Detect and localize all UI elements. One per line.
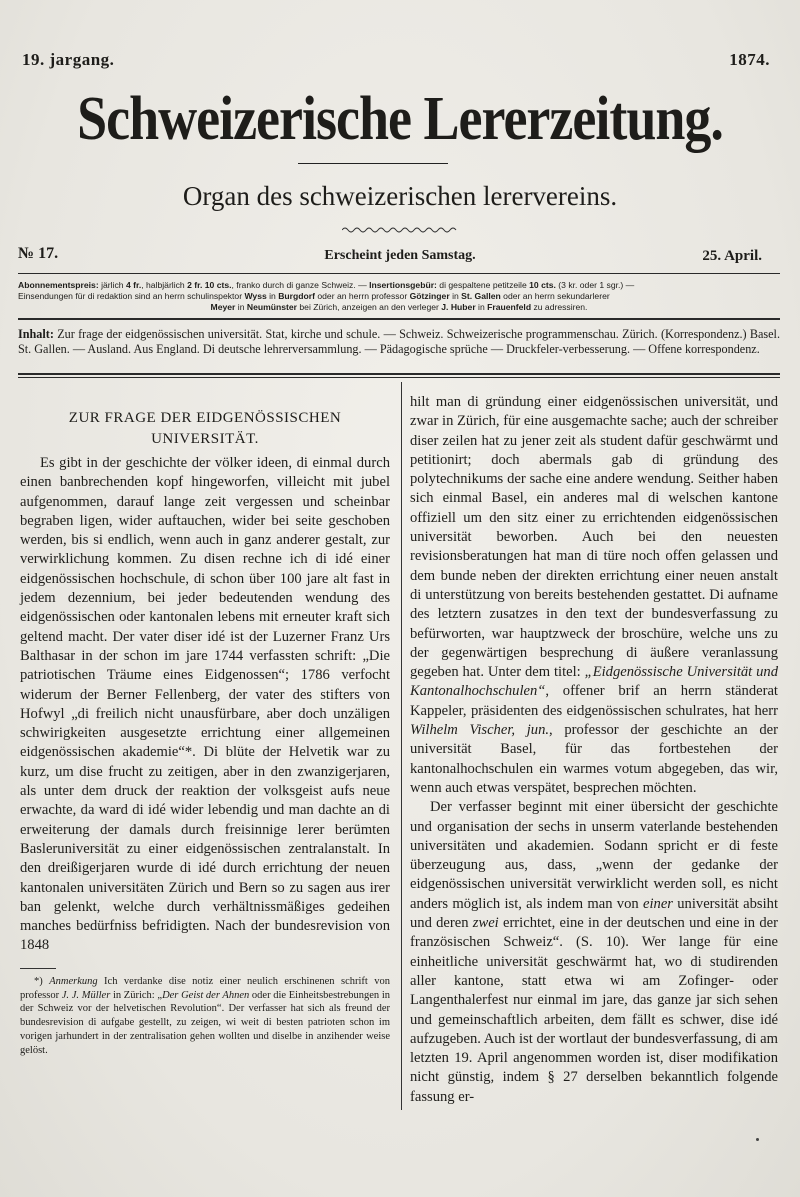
price-text: (3 kr. oder 1 sgr.) —	[555, 280, 635, 290]
issue-date: 25. April.	[702, 248, 762, 264]
masthead-subtitle: Organ des schweizerischen lerervereins.	[182, 181, 618, 211]
footnote-label: Anmerkung	[49, 975, 98, 987]
article-title-line: ZUR FRAGE DER EIDGENÖSSISCHEN	[68, 410, 342, 426]
article-paragraph	[410, 798, 778, 1107]
editor-place: St. Gallen	[461, 291, 501, 301]
insertion-price: 10 cts.	[529, 280, 556, 290]
masthead-rule	[298, 163, 448, 164]
price-annual: 4 fr.	[125, 280, 142, 290]
editor-name: Götzinger	[409, 291, 450, 301]
cited-title: „Eidgenössische Universität und Kantonalhochschulen“	[410, 664, 778, 700]
paragraph-text: universität absiht und deren	[410, 895, 778, 932]
contents-text: Zur frage der eidgenössischen universität. Stat, kirche und schule. — Schweiz. Schweizerische programmenschau. Zürich. (Korrespondenz.) Basel. St. Gallen. — Ausland. Aus England. Di deutsche lehrerversammlung. — Pädagogische sprüche — Druckfeler-verbesserung. — Offene korrespondenz.	[18, 327, 780, 356]
year-label: 1874.	[729, 50, 770, 69]
insertion-label: Insertionsgebür:	[369, 280, 437, 290]
footnote-text: oder die Einheitsbestrebungen in der Schweiz vor der helvetischen Revolution“. Der verfasser hat sich als freund der bundesrevision di aufgabe gestellt, zu zeigen, wi weit di besten patrioten schon im vorigen jarhundert in der zentralisation gehen wollten und diselbe in anzihender weise gelöst.	[20, 989, 391, 1056]
submission-text: bei Zürich, anzeigen an den verleger	[297, 302, 442, 312]
price-text: , franko durch di ganze Schweiz. —	[231, 280, 370, 290]
footnote	[20, 975, 390, 1058]
price-text: di gespaltene petitzeile	[436, 280, 530, 290]
submission-text: oder an herrn professor	[314, 291, 410, 301]
submission-text: Einsendungen für di redaktion sind an herrn schulinspektor	[18, 291, 245, 301]
masthead-title: Schweizerische Lererzeitung.	[77, 84, 723, 153]
table-of-contents	[18, 327, 780, 356]
article-title-line: UNIVERSITÄT.	[151, 431, 259, 447]
paragraph-text: Der verfasser beginnt mit einer übersicht der geschichte und organisation der sechs in unserm vaterlande bestehenden universitäten und akademien. Sodann spricht er di feste überzeugung aus, dass, „wenn der gedanke der eidgenössischen universität verwirklicht werden soll, es nicht anders möglich ist, als indem man von	[410, 799, 778, 912]
editor-place: Neumünster	[246, 302, 297, 312]
contents-bottom-rule	[18, 373, 780, 375]
header-rule	[18, 273, 780, 274]
contents-top-rule	[18, 318, 780, 320]
contents-label: Inhalt:	[18, 327, 54, 341]
emphasis: einer	[642, 895, 673, 912]
footnote-marker: *)	[34, 975, 50, 987]
submission-text: oder an herrn sekundarlerer	[500, 291, 610, 301]
editor-place: Burgdorf	[278, 291, 315, 301]
paragraph-text: , professor der geschichte an der universität Basel, für das fortbestehen der kantonalhochschulen ein warmes votum abgegeben, das wir, wenn auch etwas verspätet, besprechen möchten.	[410, 722, 778, 796]
subscription-info	[18, 280, 780, 313]
footnote-work-title: Der Geist der Ahnen	[162, 989, 250, 1001]
contents-bottom-rule-thin	[18, 377, 780, 378]
price-label: Abonnementspreis:	[18, 280, 99, 290]
price-text: , halbjärlich	[141, 280, 188, 290]
footnote-author: J. J. Müller	[61, 989, 111, 1001]
article-paragraph	[410, 393, 778, 798]
issue-number: № 17.	[18, 245, 59, 262]
publisher-place: Frauenfeld	[487, 302, 532, 312]
submission-text: in	[449, 291, 462, 301]
price-text: järlich	[98, 280, 126, 290]
right-column	[410, 393, 778, 1107]
footnote-text: Ich verdanke dise notiz einer neulich erschinenen schrift von professor	[20, 975, 391, 1001]
article-paragraph: Es gibt in der geschichte der völker ideen, di einmal durch einen banbrechenden kopf hingeworfen, villeicht mit jubel aufgenommen, darauf lange zeit vergessen und scheinbar begraben ligen, wider auftauchen, wider bei seite geschoben werden, bis si endlich, wenn auch in ganz anderer gestalt, zur verwirklichung kommen. Zu disen rechne ich di idé einer eidgenössischen hochschule, di schon über 100 jare alt fast in jedem dezennium, bei jeder bedeutenden wendung des eidgenössischen oder kantonalen lebens mit erneuter kraft sich geltend macht. Der vater diser idé ist der Luzerner Franz Urs Balthasar in der schon im jare 1744 verfassten schrift: „Die patriotischen Träume eines Eidgenossen“; 1786 verfocht widerum der Berner Fellenberg, der vater des stifters von Hofwyl „di freilich nicht unausfürbare, aber doch unzäligen schwirigkeiten ausgesetzte errichtung einer allgemeinen eidgenössischen akademie“*. Di blüte der Helvetik war zu kurz, um dise frucht zu zeitigen, aber in den zwanzigerjaren, als unter dem druck der reaktion der volksgeist aufs neue erwachte, da ward di idé wider lebendig und man dachte an di erweiterung der damals durch freisinnige lerer berümten Basleruniversität zu einer eidgenössischen zentralanstalt. In den dreißigerjaren wurde di idé durch errichtung der neuen kantonalen universitäten Zürich und Bern so zu sagen aus irer ban gelenkt, welche durch verhältnissmäßiges gedeihen manches bedürfniss befridigten. Nach der bundesrevision von 1848	[20, 455, 390, 954]
price-half: 2 fr. 10 cts.	[187, 280, 232, 290]
column-divider	[401, 382, 402, 1110]
left-column	[20, 408, 390, 1058]
editor-name: Wyss	[244, 291, 267, 301]
ink-speck	[756, 1138, 759, 1141]
footnote-text: in Zürich: „	[110, 989, 163, 1001]
footnote-rule	[20, 968, 56, 969]
submission-text: zu adressiren.	[531, 302, 588, 312]
publication-schedule: Erscheint jeden Samstag.	[324, 248, 476, 263]
paragraph-text: , offener brif an herrn ständerat Kappeler, präsidenten des eidgenössischen schulrates, hat herr	[410, 683, 778, 719]
paragraph-text: hilt man di gründung einer eidgenössischen universität, und zwar in Zürich, für eine ausgemachte sache; auch der schreiber diser zeilen hat zu jener zeit als student dafür geschwärmt und petitionirt; doch abermals gab di gründung des polytechnikums der sache eine andere wendung. Seither haben sich einmal Basel, ein anderes mal di welschen kantone offiziell um den sitz einer zu errichtenden eidgenössischen universität beworben. Auch bei den neuesten revisionsberatungen hat man di türe noch offen gelassen und dem bunde neben der direkten errichtung einer neuen anstalt di unterstützung von bereits bestehenden gestattet. Di aufname des letztern zusatzes in den text der bundesverfassung zu befürworten, war hauptzweck der broschüre, welche uns zu der gegenwärtigen besprechung di äußere veranlassung gegeben hat. Unter dem titel:	[410, 394, 778, 681]
submission-text: in	[266, 291, 279, 301]
emphasis: zwei	[472, 915, 499, 932]
cited-author: Wilhelm Vischer, jun.	[410, 722, 550, 739]
submission-text: in	[235, 302, 247, 312]
ornament-divider	[342, 225, 458, 235]
submission-text: in	[475, 302, 488, 312]
volume-label: 19. jargang.	[22, 50, 115, 69]
editor-name: Meyer	[210, 302, 236, 312]
publisher-name: J. Huber	[441, 302, 476, 312]
paragraph-text: errichtet, eine in der deutschen und eine in der französischen Schweiz“. (S. 10). Wer lange für eine einheitliche universität geschwärmt hat, wo di studirenden aller kantone, statt etwa wi am Zofinger- oder Langenthalerfest nur einmal im jare, das ganze jar sich sehen und gemeinschaftlich arbeiten, dem fällt es schwer, dise idé aufzugeben. Auch ist der wortlaut der bundesverfassung, di am letzten 19. April angenommen worden ist, diser modifikation nicht günstig, indem § 27 derselben bekanntlich folgende fassung er-	[410, 915, 778, 1105]
article-title	[20, 408, 390, 450]
